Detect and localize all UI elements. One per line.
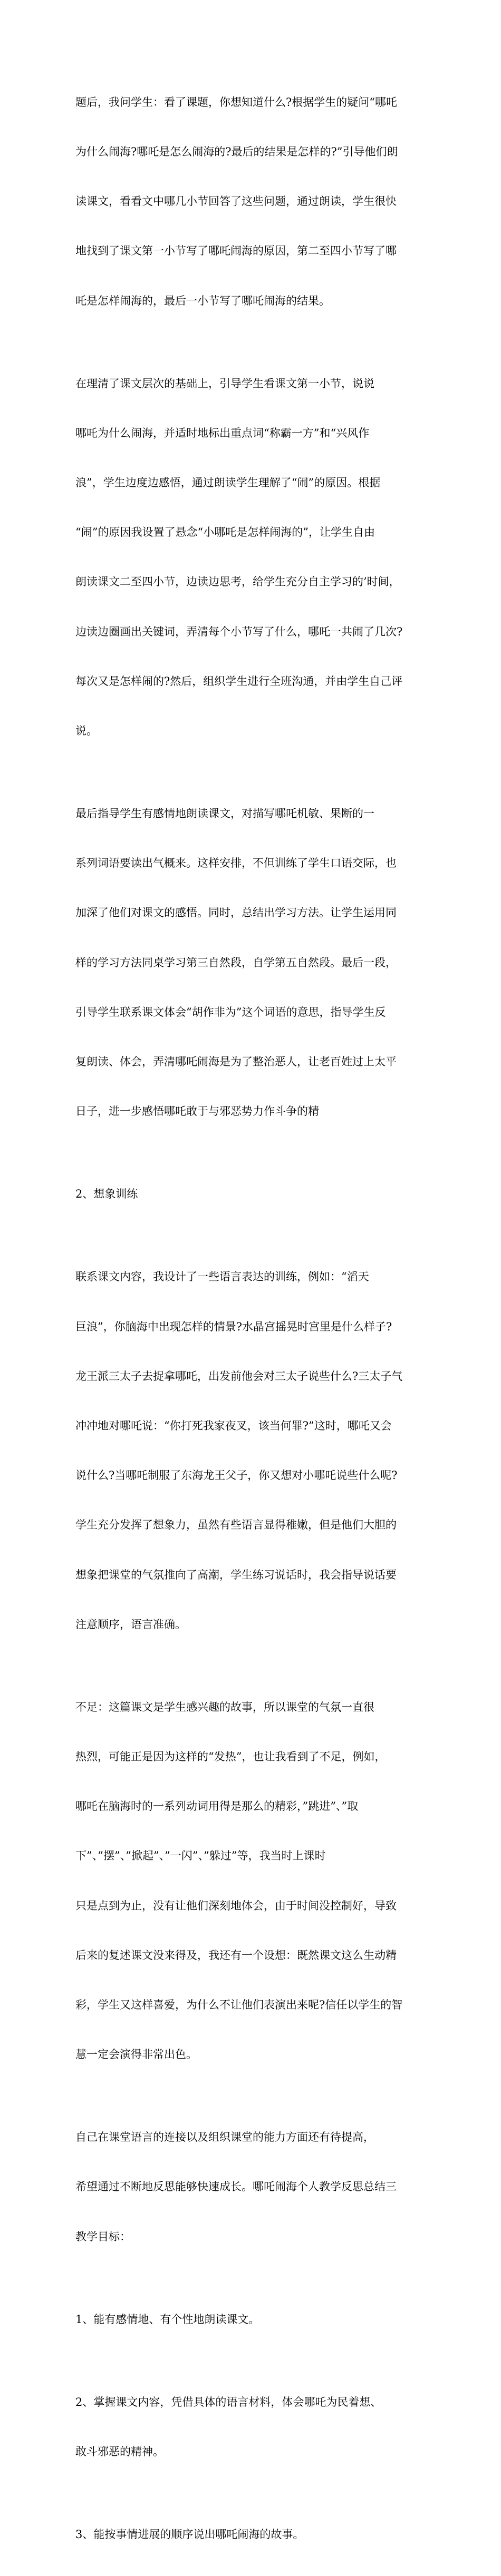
text-line: 哪吒为什么闹海，并适时地标出重点词“称霸一方”和“兴风作 [75, 426, 370, 439]
paragraph-3 [75, 772, 428, 1153]
section-heading [75, 1153, 428, 1236]
text-line: 系列词语要读出气概来。这样安排，不但训练了学生口语交际，也 [75, 857, 397, 870]
objective-3 [75, 2493, 428, 2576]
text-line: 敢斗邪恶的精神。 [75, 2445, 164, 2458]
text-line: 1、能有感情地、有个性地朗读课文。 [75, 2313, 260, 2326]
text-line: 浪”，学生边度边感悟，通过朗读学生理解了“闹”的原因。根据 [75, 476, 381, 489]
text-line: 学生充分发挥了想象力，虽然有些语言显得稚嫩，但是他们大胆的 [75, 1519, 397, 1532]
text-line: 在理清了课文层次的基础上，引导学生看课文第一小节，说说 [75, 377, 374, 390]
text-line: 加深了他们对课文的感悟。同时，总结出学习方法。让学生运用同 [75, 906, 397, 919]
text-line: 联系课文内容，我设计了一些语言表达的训练，例如：“滔天 [75, 1270, 369, 1284]
text-line: 想象把课堂的气氛推向了高潮，学生练习说话时，我会指导说话要 [75, 1568, 397, 1581]
objective-2 [75, 2361, 428, 2493]
text-line: 下”、”摆”、”掀起”、”一闪”、”躲过”等，我当时上课时 [75, 1849, 326, 1863]
document-page [75, 61, 428, 2576]
text-line: 冲冲地对哪吒说：“你打死我家夜叉，该当何罪?”这时，哪吒又会 [75, 1419, 392, 1432]
text-line: 读课文，看看文中哪几小节回答了这些问题，通过朗读，学生很快 [75, 195, 397, 208]
text-line: 复朗读、体会，弄清哪吒闹海是为了整治恶人，让老百姓过上太平 [75, 1055, 397, 1069]
text-line: 说。 [75, 724, 98, 738]
text-line: 慧一定会演得非常出色。 [75, 2048, 197, 2061]
text-line: 日子，进一步感悟哪吒敢于与邪恶势力作斗争的精 [75, 1105, 319, 1118]
text-line: 不足：这篇课文是学生感兴趣的故事，所以课堂的气氛一直很 [75, 1700, 374, 1713]
text-line: 热烈，可能正是因为这样的“发热”，也让我看到了不足，例如， [75, 1750, 386, 1763]
text-line: 最后指导学生有感情地朗读课文，对描写哪吒机敏、果断的一 [75, 807, 374, 820]
text-line: 龙王派三太子去捉拿哪吒，出发前他会对三太子说些什么?三太子气 [75, 1369, 403, 1383]
text-line: 每次又是怎样闹的?然后，组织学生进行全班沟通，并由学生自己评 [75, 674, 403, 688]
text-line: 地找到了课文第一小节写了哪吒闹海的原因，第二至四小节写了哪 [75, 244, 397, 258]
text-line: 为什么闹海?哪吒是怎么闹海的?最后的结果是怎样的?”引导他们朗 [75, 145, 398, 159]
text-line: 希望通过不断地反思能够快速成长。哪吒闹海个人教学反思总结三 [75, 2180, 397, 2193]
text-line: 巨浪”，你脑海中出现怎样的情景?水晶宫摇晃时宫里是什么样子? [75, 1320, 392, 1333]
text-line: 教学目标： [75, 2230, 131, 2243]
text-line: 后来的复述课文没来得及，我还有一个设想：既然课文这么生动精 [75, 1948, 397, 1962]
paragraph-4 [75, 1236, 428, 1666]
text-line: 边读边圈画出关键词，弄清每个小节写了什么，哪吒一共闹了几次? [75, 625, 403, 638]
text-line: 题后，我问学生：看了课题，你想知道什么?根据学生的疑问“哪吒 [75, 95, 397, 109]
text-line: 3、能按事情进展的顺序说出哪吒闹海的故事。 [75, 2528, 304, 2541]
paragraph-2 [75, 342, 428, 772]
text-line: 吒是怎样闹海的，最后一小节写了哪吒闹海的结果。 [75, 294, 330, 307]
text-line: 2、想象训练 [75, 1188, 138, 1201]
objective-1 [75, 2278, 428, 2361]
text-line: 2、掌握课文内容，凭借具体的语言材料，体会哪吒为民着想、 [75, 2395, 382, 2408]
text-line: 引导学生联系课文体会“胡作非为”这个词语的意思，指导学生反 [75, 1005, 386, 1018]
text-line: 朗读课文二至四小节，边读边思考，给学生充分自主学习的’时间， [75, 575, 400, 589]
paragraph-1 [75, 61, 428, 342]
text-line: 说什么?当哪吒制服了东海龙王父子，你又想对小哪吒说些什么呢? [75, 1469, 398, 1482]
text-line: 只是点到为止，没有让他们深刻地体会，由于时间没控制好，导致 [75, 1899, 397, 1912]
text-line: “闹”的原因我设置了悬念“小哪吒是怎样闹海的”，让学生自由 [75, 526, 375, 539]
paragraph-5 [75, 1666, 428, 2096]
text-line: 样的学习方法同桌学习第三自然段，自学第五自然段。最后一段， [75, 956, 397, 969]
text-line: 哪吒在脑海时的一系列动词用得是那么的精彩，”跳进”、”取 [75, 1800, 359, 1813]
text-line: 自己在课堂语言的连接以及组织课堂的能力方面还有待提高， [75, 2131, 374, 2144]
text-line: 彩，学生又这样喜爱，为什么不让他们表演出来呢?信任以学生的智 [75, 1998, 403, 2011]
paragraph-6 [75, 2096, 428, 2278]
text-line: 注意顺序，语言准确。 [75, 1618, 186, 1631]
